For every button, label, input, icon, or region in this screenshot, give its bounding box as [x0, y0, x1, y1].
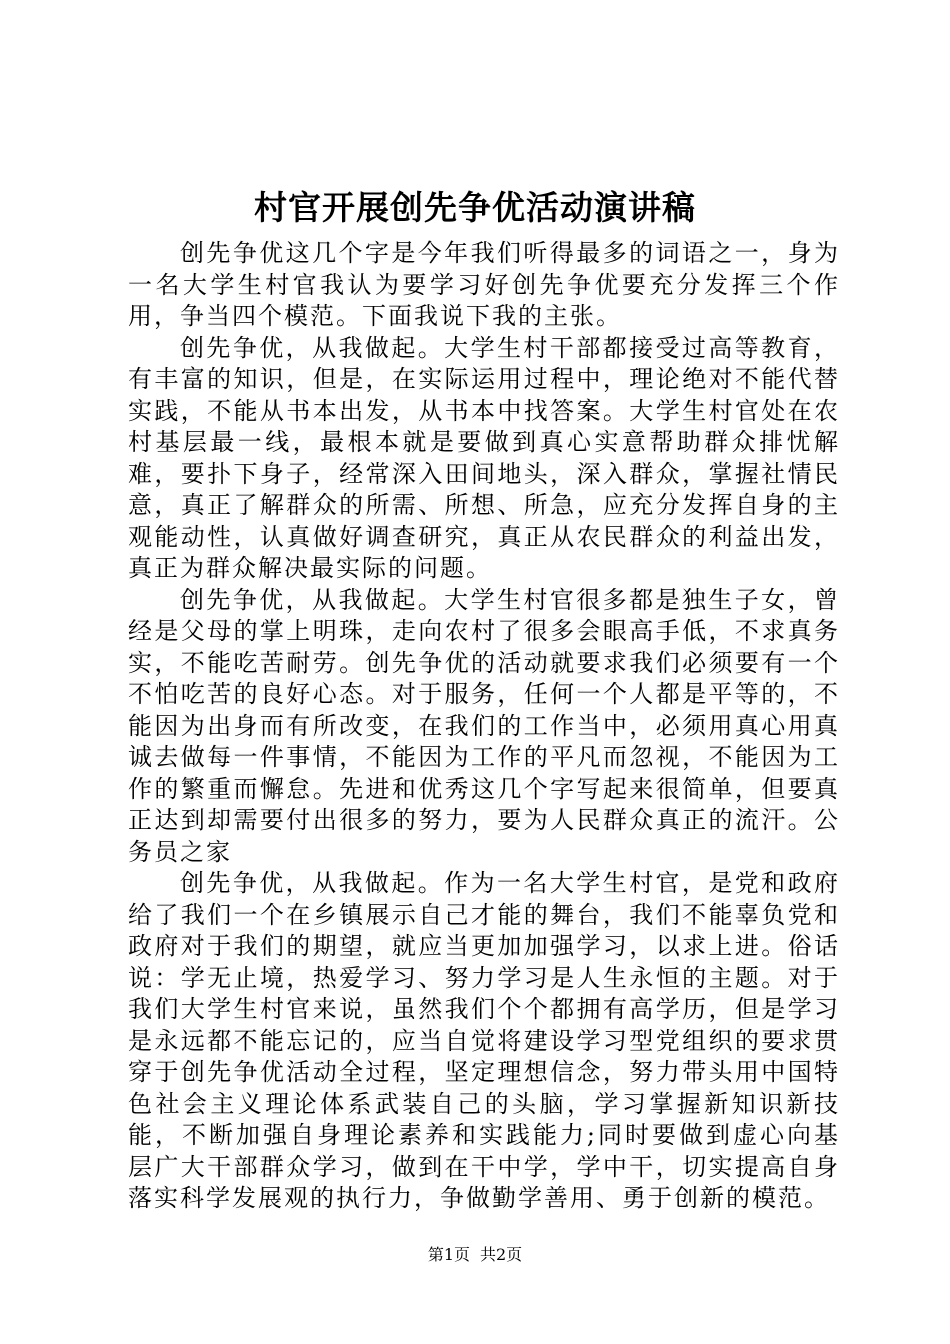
page-total: 共2页 — [480, 1245, 523, 1264]
page-footer — [0, 1245, 950, 1265]
page-number: 第1页 — [427, 1245, 470, 1264]
paragraph-3: 创先争优，从我做起。大学生村官很多都是独生子女，曾经是父母的掌上明珠，走向农村了很多会眼高手低，不求真务实，不能吃苦耐劳。创先争优的活动就要求我们必须要有一个不怕吃苦的良好心态。对于服务，任何一个人都是平等的，不能因为出身而有所改变，在我们的工作当中，必须用真心用真诚去做每一件事情，不能因为工作的平凡而忽视，不能因为工作的繁重而懈怠。先进和优秀这几个字写起来很简单，但要真正达到却需要付出很多的努力，要为人民群众真正的流汗。公务员之家 — [128, 585, 840, 866]
document-body — [128, 238, 840, 1215]
paragraph-2: 创先争优，从我做起。大学生村干部都接受过高等教育，有丰富的知识，但是，在实际运用过程中，理论绝对不能代替实践，不能从书本出发，从书本中找答案。大学生村官处在农村基层最一线，最根本就是要做到真心实意帮助群众排忧解难，要扑下身子，经常深入田间地头，深入群众，掌握社情民意，真正了解群众的所需、所想、所急，应充分发挥自身的主观能动性，认真做好调查研究，真正从农民群众的利益出发，真正为群众解决最实际的问题。 — [128, 333, 840, 582]
paragraph-1: 创先争优这几个字是今年我们听得最多的词语之一，身为一名大学生村官我认为要学习好创先争优要充分发挥三个作用，争当四个模范。下面我说下我的主张。 — [128, 239, 840, 330]
document-title: 村官开展创先争优活动演讲稿 — [254, 188, 696, 227]
paragraph-4: 创先争优，从我做起。作为一名大学生村官，是党和政府给了我们一个在乡镇展示自己才能的舞台，我们不能辜负党和政府对于我们的期望，就应当更加加强学习，以求上进。俗话说：学无止境，热爱学习、努力学习是人生永恒的主题。对于我们大学生村官来说，虽然我们个个都拥有高学历，但是学习是永远都不能忘记的，应当自觉将建设学习型党组织的要求贯穿于创先争优活动全过程，坚定理想信念，努力带头用中国特色社会主义理论体系武装自己的头脑，学习掌握新知识新技能，不断加强自身理论素养和实践能力;同时要做到虚心向基层广大干部群众学习，做到在干中学，学中干，切实提高自身落实科学发展观的执行力，争做勤学善用、勇于创新的模范。 — [128, 869, 840, 1212]
